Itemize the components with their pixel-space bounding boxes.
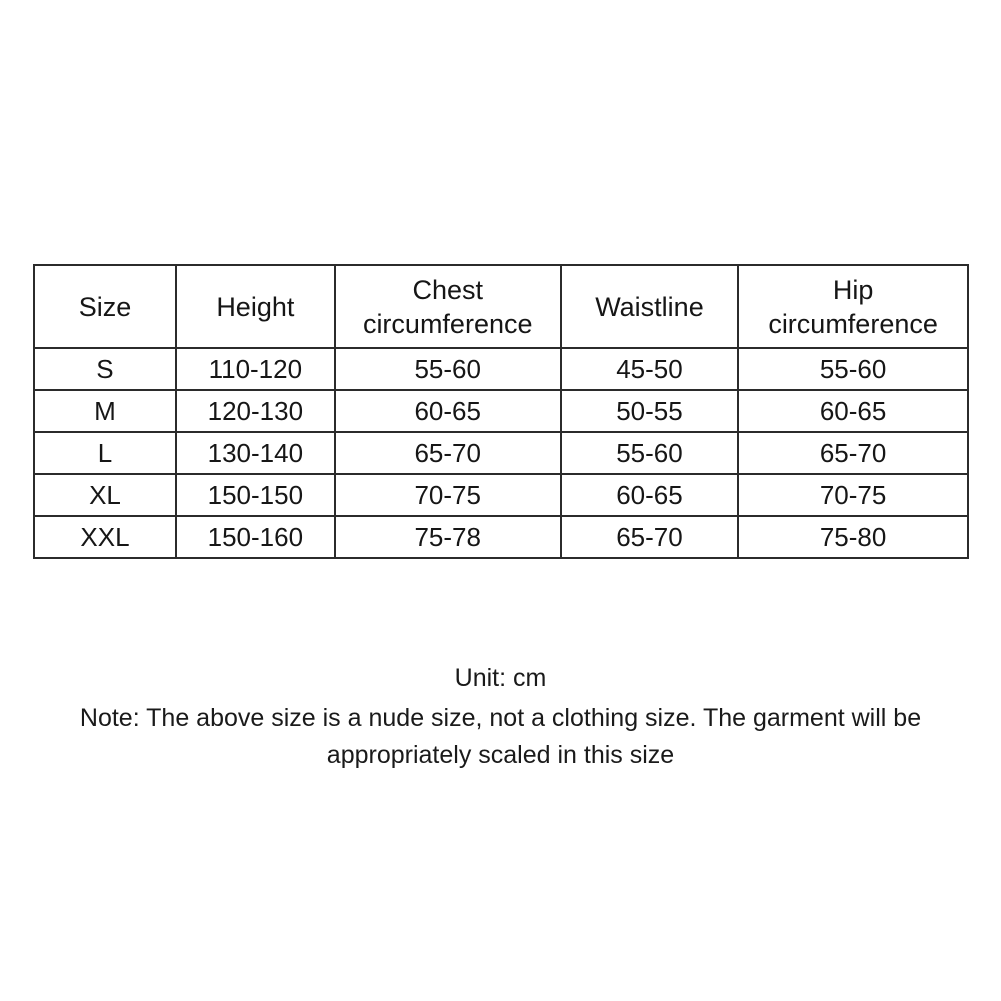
cell-chest: 55-60	[335, 348, 561, 390]
size-chart-table	[33, 264, 969, 559]
cell-chest: 75-78	[335, 516, 561, 558]
table-row-s	[34, 348, 968, 390]
cell-height: 150-160	[176, 516, 335, 558]
header-height: Height	[176, 265, 335, 348]
cell-size: L	[34, 432, 176, 474]
cell-size: XL	[34, 474, 176, 516]
cell-chest: 70-75	[335, 474, 561, 516]
cell-hip: 75-80	[738, 516, 968, 558]
cell-size: XXL	[34, 516, 176, 558]
footnotes	[0, 660, 1001, 774]
cell-hip: 70-75	[738, 474, 968, 516]
size-chart	[33, 264, 969, 559]
cell-waist: 45-50	[561, 348, 738, 390]
cell-size: M	[34, 390, 176, 432]
table-row-xl	[34, 474, 968, 516]
cell-hip: 60-65	[738, 390, 968, 432]
cell-chest: 65-70	[335, 432, 561, 474]
header-size: Size	[34, 265, 176, 348]
cell-height: 110-120	[176, 348, 335, 390]
table-row-l	[34, 432, 968, 474]
table-row-xxl	[34, 516, 968, 558]
header-waistline: Waistline	[561, 265, 738, 348]
cell-height: 130-140	[176, 432, 335, 474]
cell-waist: 60-65	[561, 474, 738, 516]
cell-hip: 65-70	[738, 432, 968, 474]
header-row	[34, 265, 968, 348]
header-hip-circumference: Hip circumference	[738, 265, 968, 348]
cell-hip: 55-60	[738, 348, 968, 390]
cell-waist: 55-60	[561, 432, 738, 474]
cell-waist: 65-70	[561, 516, 738, 558]
header-chest-circumference: Chest circumference	[335, 265, 561, 348]
unit-label: Unit: cm	[454, 664, 547, 692]
cell-height: 120-130	[176, 390, 335, 432]
table-row-m	[34, 390, 968, 432]
cell-size: S	[34, 348, 176, 390]
cell-chest: 60-65	[335, 390, 561, 432]
note-text: Note: The above size is a nude size, not a clothing size. The garment will be appropriately scaled in this size	[79, 704, 922, 769]
cell-height: 150-150	[176, 474, 335, 516]
cell-waist: 50-55	[561, 390, 738, 432]
